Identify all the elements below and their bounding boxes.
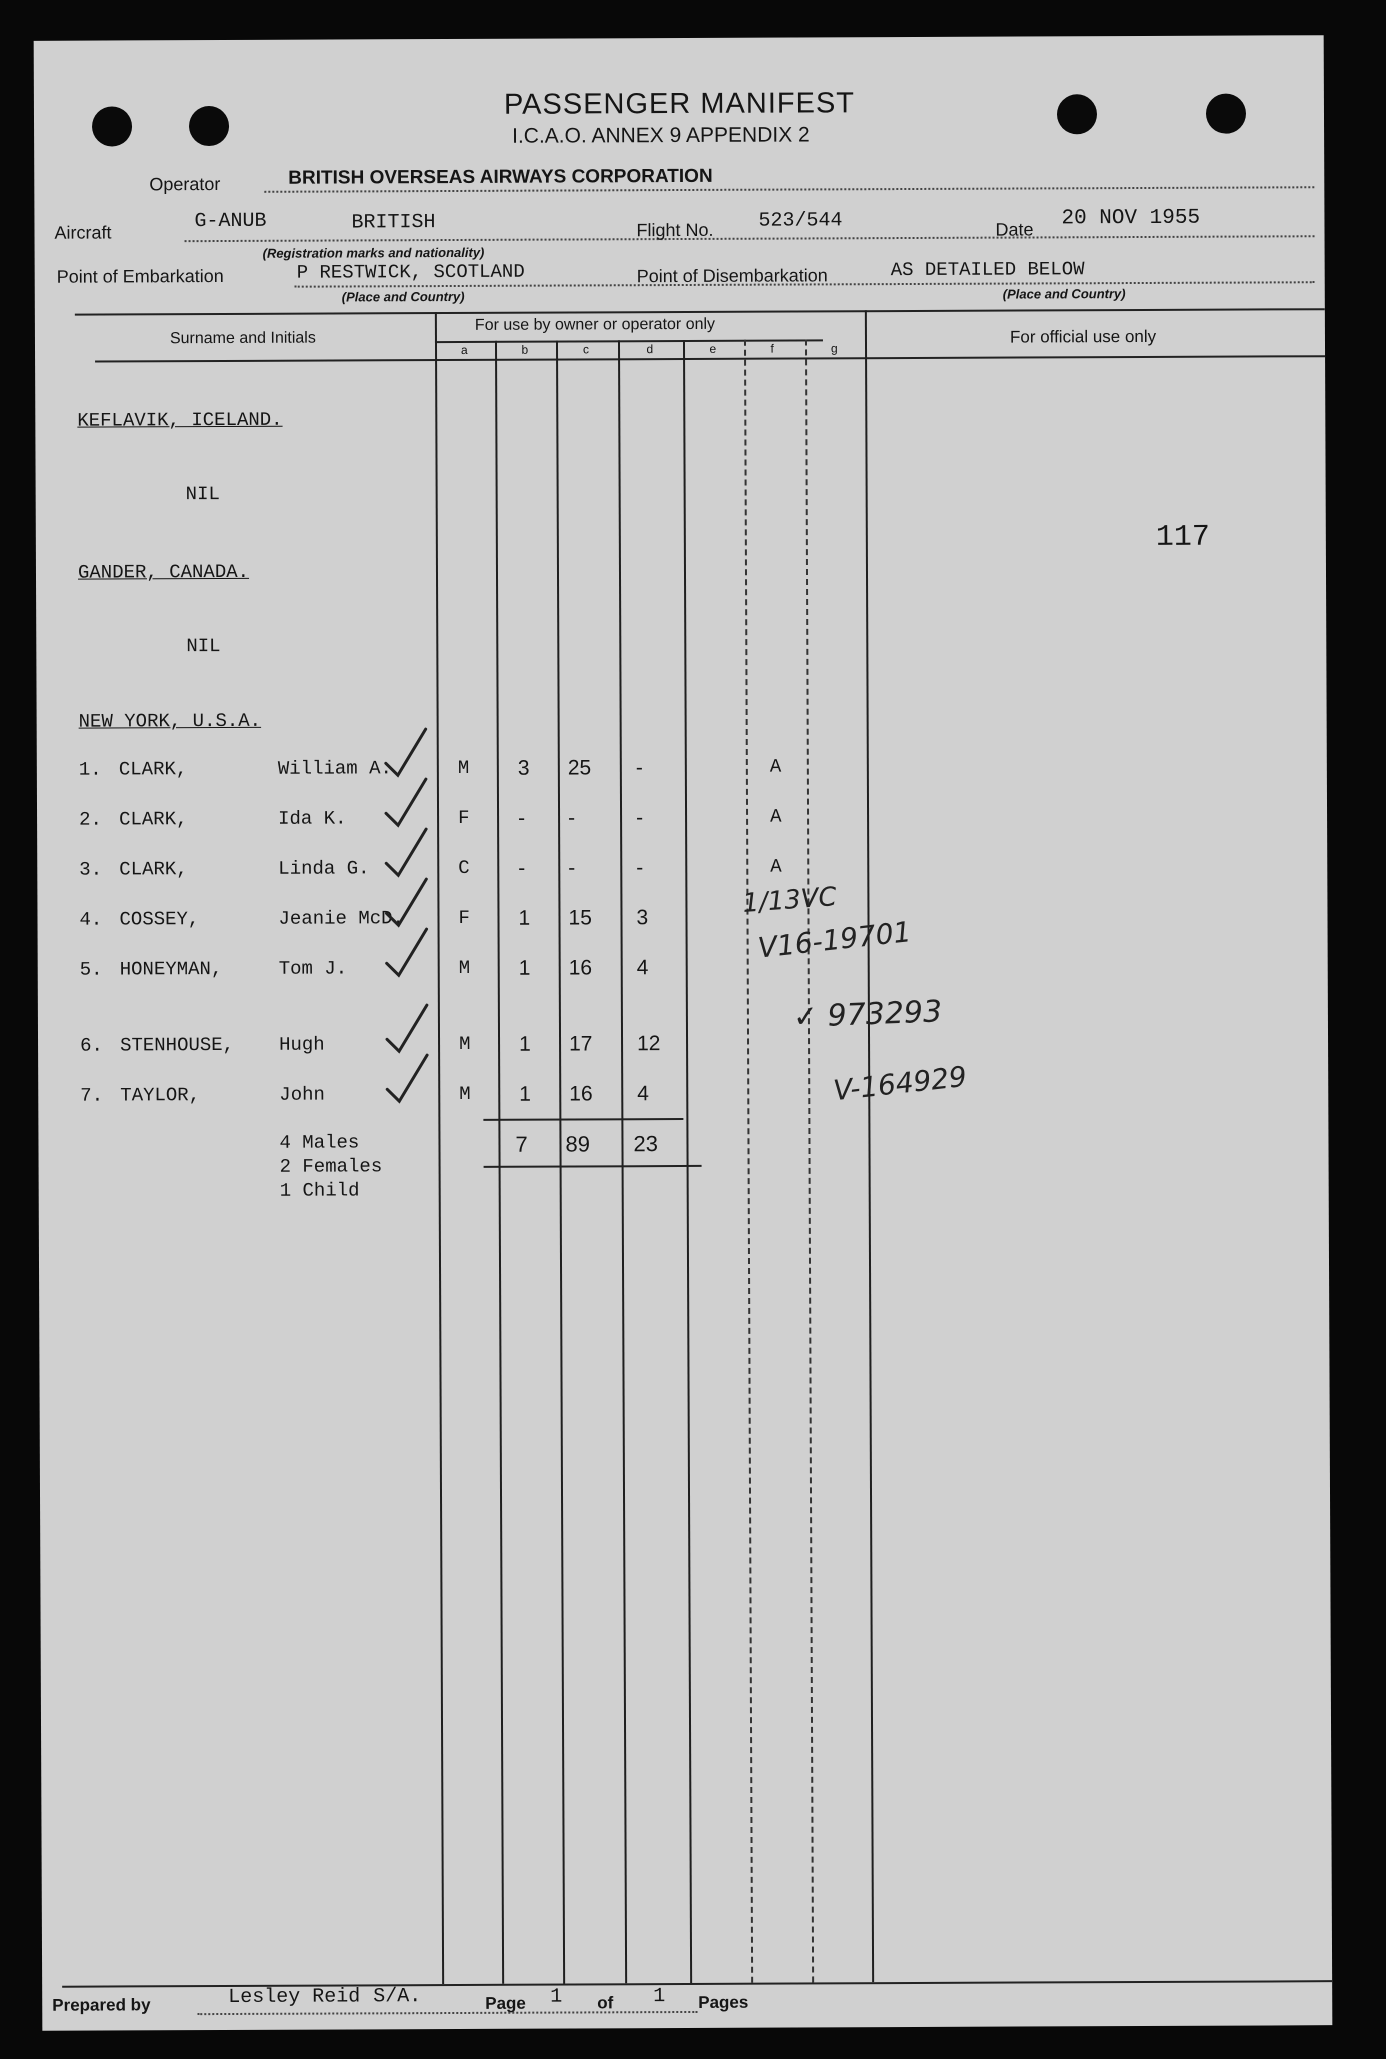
page-label: Page bbox=[485, 1993, 526, 2013]
date-label: Date bbox=[995, 219, 1034, 240]
column-letter: c bbox=[582, 342, 590, 357]
surname: STENHOUSE, bbox=[120, 1033, 235, 1057]
handwritten-note: V16-19701 bbox=[756, 915, 913, 965]
aircraft-label: Aircraft bbox=[54, 222, 112, 243]
column-rule bbox=[495, 341, 504, 1984]
row-number: 3. bbox=[79, 858, 103, 881]
of-label: of bbox=[597, 1993, 614, 2013]
summary-child: 1 Child bbox=[279, 1179, 360, 1202]
page-number: 1 bbox=[550, 1985, 563, 2009]
disembarkation-note: (Place and Country) bbox=[1002, 286, 1126, 302]
row-number: 6. bbox=[80, 1034, 103, 1057]
column-rule bbox=[556, 341, 565, 1984]
page-title: PASSENGER MANIFEST bbox=[503, 87, 856, 121]
col-d: - bbox=[636, 806, 644, 830]
surname: TAYLOR, bbox=[120, 1084, 201, 1107]
summary-females: 2 Females bbox=[279, 1155, 383, 1178]
column-letter: g bbox=[830, 341, 838, 356]
flight-value: 523/544 bbox=[758, 209, 843, 233]
embarkation-value: P RESTWICK, SCOTLAND bbox=[296, 260, 525, 284]
prepared-by: Lesley Reid bbox=[228, 1985, 361, 2009]
column-rule bbox=[865, 310, 874, 1982]
col-f: A bbox=[770, 855, 782, 878]
checkmark-icon bbox=[383, 923, 433, 983]
column-letter: f bbox=[770, 341, 774, 356]
row-number: 7. bbox=[80, 1084, 104, 1107]
column-rule bbox=[435, 312, 444, 1984]
row-number: 5. bbox=[79, 958, 103, 981]
col-d: - bbox=[635, 756, 643, 780]
footer-line bbox=[197, 2011, 697, 2015]
operator-label: Operator bbox=[149, 174, 221, 195]
aircraft-note: (Registration marks and nationality) bbox=[262, 244, 485, 261]
punch-hole bbox=[1057, 94, 1097, 134]
prepared-label: Prepared by bbox=[52, 1995, 151, 2015]
col-c: - bbox=[568, 856, 576, 880]
prepared-role: S/A. bbox=[373, 1985, 422, 2009]
column-rule bbox=[683, 340, 692, 1983]
given-name: Hugh bbox=[278, 1033, 325, 1056]
sex: M bbox=[458, 1032, 471, 1055]
manifest-sheet bbox=[34, 35, 1333, 2031]
sex: M bbox=[459, 1082, 471, 1105]
table-top-rule bbox=[75, 308, 1325, 315]
total-b: 7 bbox=[515, 1131, 528, 1157]
totals-top-rule bbox=[483, 1118, 683, 1121]
page-subtitle: I.C.A.O. ANNEX 9 APPENDIX 2 bbox=[512, 123, 810, 148]
given-name: William A. bbox=[277, 757, 392, 780]
embarkation-note: (Place and Country) bbox=[341, 288, 465, 305]
col-b: 1 bbox=[518, 906, 531, 930]
row-number: 1. bbox=[78, 758, 102, 781]
surname: CLARK, bbox=[118, 758, 188, 781]
col-b: 1 bbox=[518, 1032, 531, 1056]
given-name: Jeanie McD. bbox=[278, 907, 404, 930]
summary-males: 4 Males bbox=[279, 1131, 360, 1154]
col-f: A bbox=[770, 805, 782, 828]
column-letter: e bbox=[709, 341, 717, 356]
date-value: 20 NOV 1955 bbox=[1061, 206, 1201, 231]
aircraft-line bbox=[185, 235, 1315, 242]
section-nil: NIL bbox=[185, 483, 220, 506]
column-rule bbox=[618, 340, 627, 1983]
column-letter: a bbox=[460, 342, 468, 357]
column-rule bbox=[805, 339, 814, 1982]
given-name: Linda G. bbox=[278, 857, 370, 880]
table-header-rule bbox=[95, 355, 1325, 362]
row-number: 2. bbox=[79, 808, 102, 831]
col-b: - bbox=[518, 806, 526, 830]
given-name: Ida K. bbox=[278, 807, 347, 830]
column-rule bbox=[744, 340, 753, 1983]
section-nil: NIL bbox=[186, 635, 221, 658]
aircraft-registration: G-ANUB bbox=[194, 209, 267, 234]
col-d: 3 bbox=[636, 906, 649, 930]
col-b: 1 bbox=[518, 956, 531, 980]
col-d: - bbox=[636, 856, 644, 880]
surname-header: Surname and Initials bbox=[169, 329, 316, 348]
col-d: 4 bbox=[637, 1082, 650, 1106]
col-b: - bbox=[518, 856, 526, 880]
handwritten-note: 1/13VC bbox=[741, 882, 838, 919]
col-f: A bbox=[769, 755, 782, 778]
sex: C bbox=[458, 856, 470, 879]
col-d: 4 bbox=[636, 956, 649, 980]
aircraft-nationality: BRITISH bbox=[351, 211, 436, 235]
handwritten-note: ✓ 973293 bbox=[792, 994, 943, 1036]
totals-bottom-rule bbox=[484, 1165, 702, 1168]
punch-hole bbox=[92, 106, 132, 146]
official-header: For official use only bbox=[1009, 326, 1157, 347]
sex: M bbox=[457, 756, 470, 779]
col-c: - bbox=[568, 806, 576, 830]
disembarkation-label: Point of Disembarkation bbox=[636, 265, 828, 287]
official-number: 117 bbox=[1155, 520, 1210, 555]
col-b: 3 bbox=[517, 756, 530, 780]
checkmark-icon bbox=[383, 1049, 433, 1109]
column-letter: d bbox=[646, 342, 654, 357]
column-letter: b bbox=[521, 342, 529, 357]
col-c: 16 bbox=[569, 1082, 593, 1106]
owner-header: For use by owner or operator only bbox=[474, 315, 716, 334]
surname: CLARK, bbox=[119, 808, 188, 831]
section-place: KEFLAVIK, ICELAND. bbox=[77, 408, 283, 432]
sex: M bbox=[458, 956, 471, 979]
surname: COSSEY, bbox=[119, 908, 200, 931]
punch-hole bbox=[189, 106, 229, 146]
section-place: NEW YORK, U.S.A. bbox=[78, 709, 262, 733]
punch-hole bbox=[1206, 94, 1246, 134]
surname: CLARK, bbox=[119, 858, 188, 881]
operator-value: BRITISH OVERSEAS AIRWAYS CORPORATION bbox=[288, 165, 713, 189]
sex: F bbox=[458, 806, 470, 829]
handwritten-note: V-164929 bbox=[831, 1059, 969, 1108]
col-c: 17 bbox=[568, 1032, 593, 1056]
disembarkation-value: AS DETAILED BELOW bbox=[890, 258, 1085, 282]
col-d: 12 bbox=[636, 1032, 661, 1056]
pages-label: Pages bbox=[698, 1992, 749, 2012]
row-number: 4. bbox=[79, 908, 103, 931]
col-c: 25 bbox=[567, 756, 592, 780]
surname: HONEYMAN, bbox=[119, 958, 223, 981]
total-c: 89 bbox=[565, 1131, 591, 1157]
subheader-rule bbox=[435, 339, 823, 343]
sex: F bbox=[458, 906, 470, 929]
col-c: 15 bbox=[568, 906, 592, 930]
pages-total: 1 bbox=[653, 1985, 666, 2009]
col-c: 16 bbox=[568, 956, 593, 980]
flight-label: Flight No. bbox=[636, 219, 714, 241]
given-name: Tom J. bbox=[278, 957, 348, 980]
col-b: 1 bbox=[519, 1082, 532, 1106]
given-name: John bbox=[279, 1083, 325, 1106]
section-place: GANDER, CANADA. bbox=[77, 560, 250, 584]
total-d: 23 bbox=[633, 1131, 659, 1157]
embarkation-label: Point of Embarkation bbox=[56, 265, 224, 287]
